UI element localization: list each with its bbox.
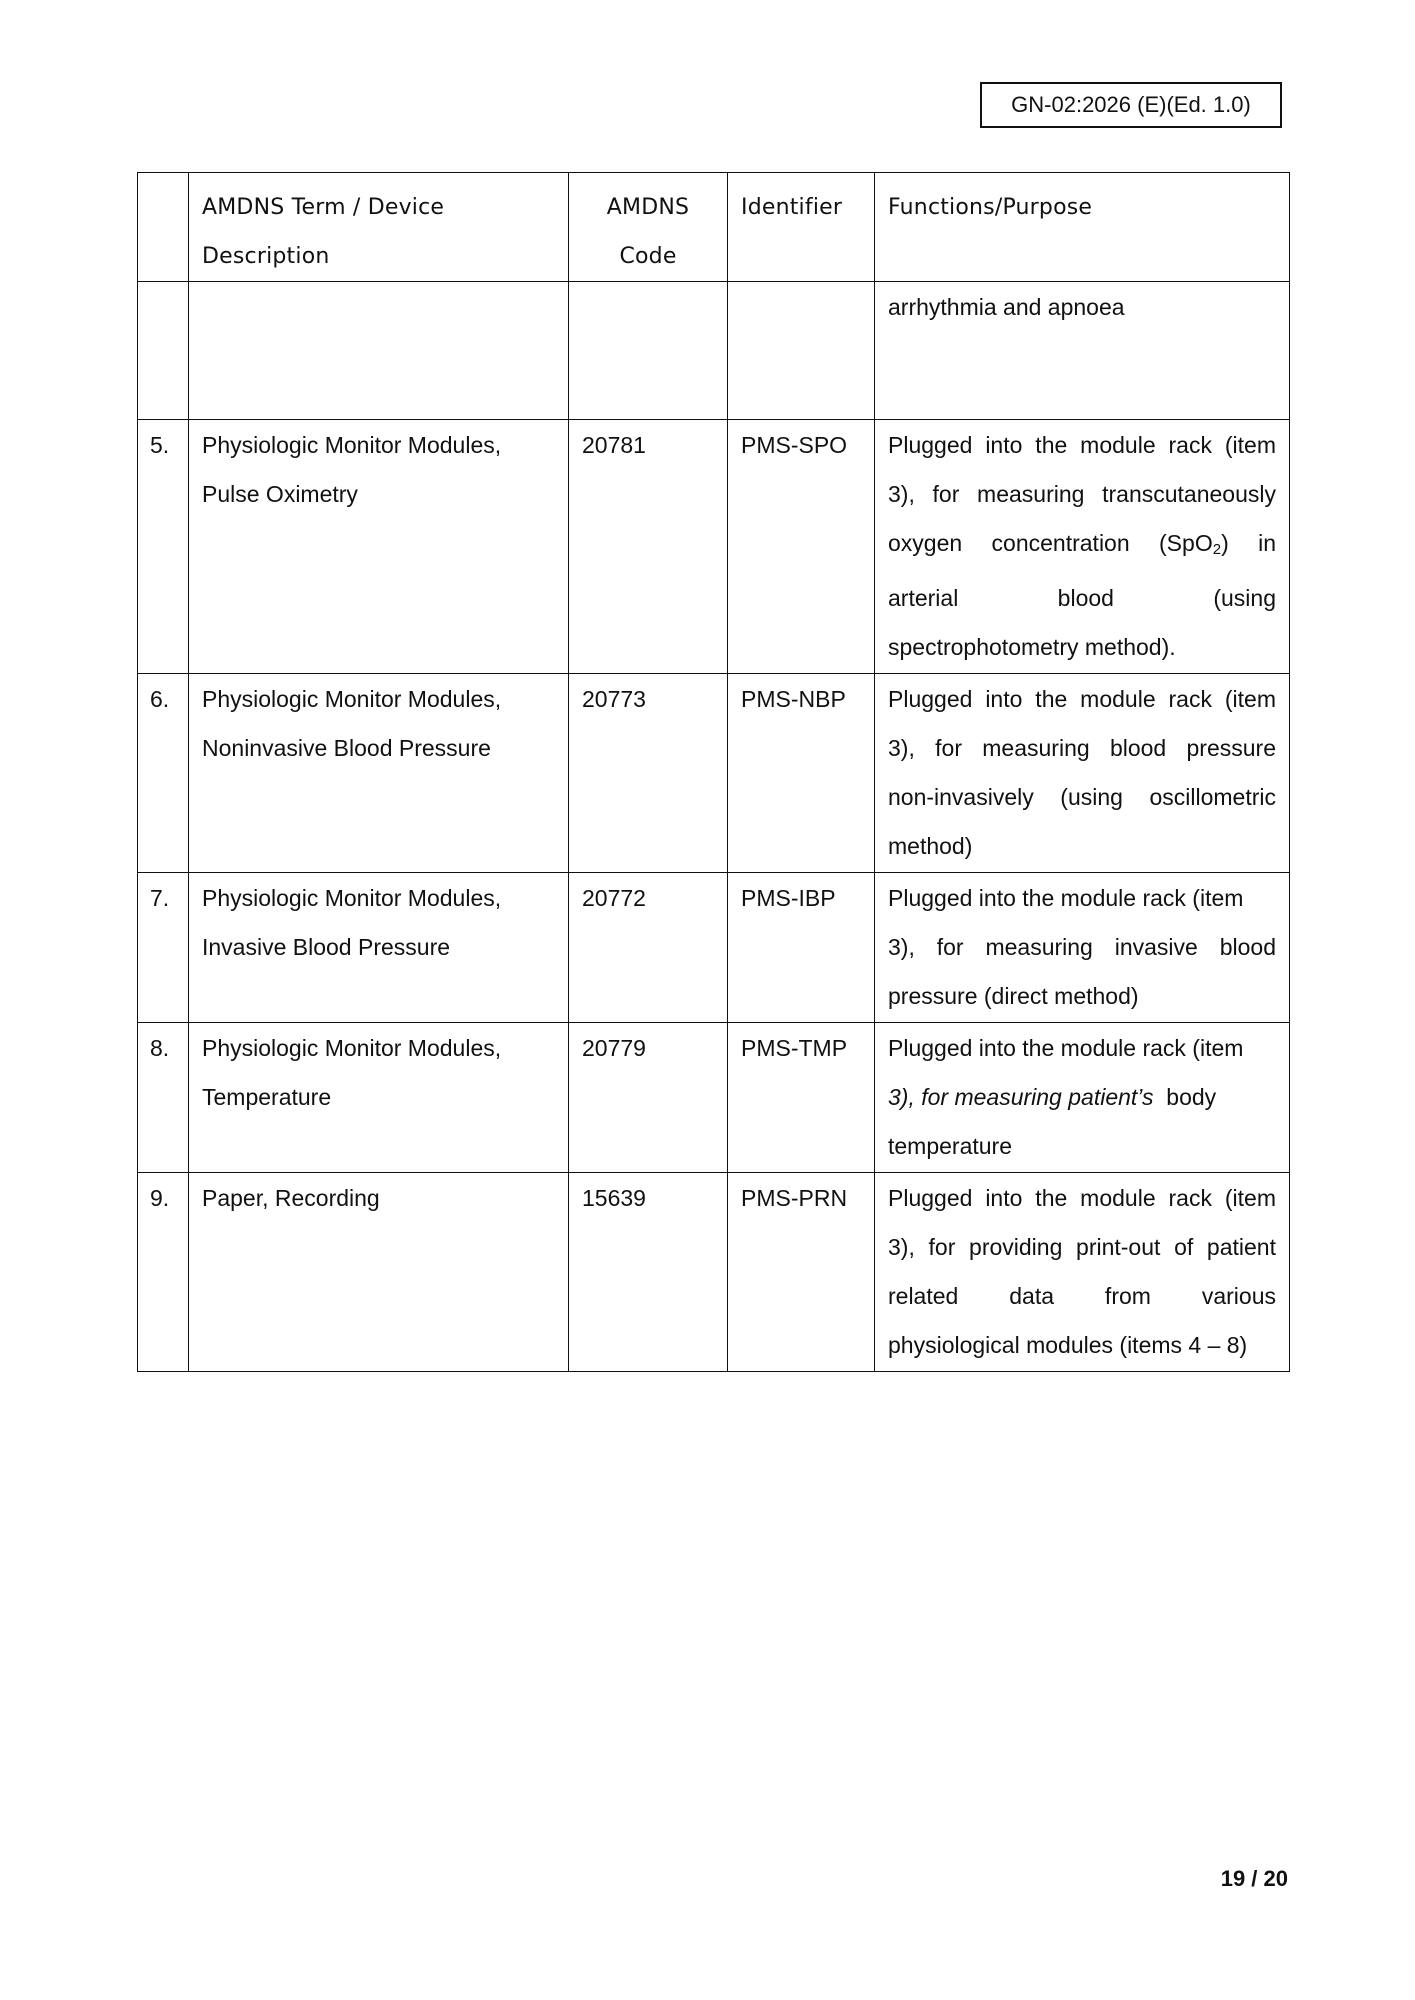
row-identifier: PMS-IBP bbox=[728, 873, 875, 1023]
row-term: Physiologic Monitor Modules, Invasive Blood Pressure bbox=[189, 873, 569, 1023]
row-function: Plugged into the module rack (item 3), for measuring blood pressure non-invasively (using oscillometric method) bbox=[875, 674, 1290, 873]
header-code: AMDNS Code bbox=[569, 173, 728, 282]
page-number: 19 / 20 bbox=[1220, 1866, 1288, 1891]
row-number: 6. bbox=[138, 674, 189, 873]
row-code: 20779 bbox=[569, 1023, 728, 1173]
row-code: 20781 bbox=[569, 420, 728, 674]
row-term: Paper, Recording bbox=[189, 1173, 569, 1372]
row-code: 15639 bbox=[569, 1173, 728, 1372]
row-function: Plugged into the module rack (item 3), for measuring transcutaneously oxygen concentration (SpO$_2$) in arterial blood (using spectrophotometry method). bbox=[875, 420, 1290, 674]
row-term: Physiologic Monitor Modules, Pulse Oximetry bbox=[189, 420, 569, 674]
amdns-device-table bbox=[137, 172, 1290, 1372]
row-term: Physiologic Monitor Modules, Noninvasive Blood Pressure bbox=[189, 674, 569, 873]
row-number: 8. bbox=[138, 1023, 189, 1173]
row-identifier: PMS-NBP bbox=[728, 674, 875, 873]
spo2-line: oxygen concentration (SpO$_2$) in bbox=[888, 530, 1277, 558]
row-number: 7. bbox=[138, 873, 189, 1023]
row-code: 20773 bbox=[569, 674, 728, 873]
header-term: AMDNS Term / Device Description bbox=[189, 173, 569, 282]
row-identifier: PMS-SPO bbox=[728, 420, 875, 674]
table-row bbox=[138, 1023, 1290, 1173]
table-header-row bbox=[138, 173, 1290, 282]
header-function: Functions/Purpose bbox=[875, 173, 1290, 282]
document-reference-box: GN-02:2026 (E)(Ed. 1.0) bbox=[980, 82, 1282, 128]
table-row bbox=[138, 674, 1290, 873]
row-function: Plugged into the module rack (item 3), for measuring invasive blood pressure (direct method) bbox=[875, 873, 1290, 1023]
row-number: 9. bbox=[138, 1173, 189, 1372]
row-term: Physiologic Monitor Modules, Temperature bbox=[189, 1023, 569, 1173]
header-identifier: Identifier bbox=[728, 173, 875, 282]
header-number bbox=[138, 173, 189, 282]
row-identifier: PMS-TMP bbox=[728, 1023, 875, 1173]
row-number: 5. bbox=[138, 420, 189, 674]
table-row-continuation bbox=[138, 282, 1290, 420]
table-row bbox=[138, 873, 1290, 1023]
row-function: Plugged into the module rack (item 3), for measuring patient’s body temperature bbox=[875, 1023, 1290, 1173]
continuation-text: arrhythmia and apnoea bbox=[875, 282, 1290, 420]
row-code: 20772 bbox=[569, 873, 728, 1023]
table-row bbox=[138, 1173, 1290, 1372]
table-row bbox=[138, 420, 1290, 674]
row-identifier: PMS-PRN bbox=[728, 1173, 875, 1372]
row-function: Plugged into the module rack (item 3), for providing print-out of patient related data from various physiological modules (items 4 – 8) bbox=[875, 1173, 1290, 1372]
